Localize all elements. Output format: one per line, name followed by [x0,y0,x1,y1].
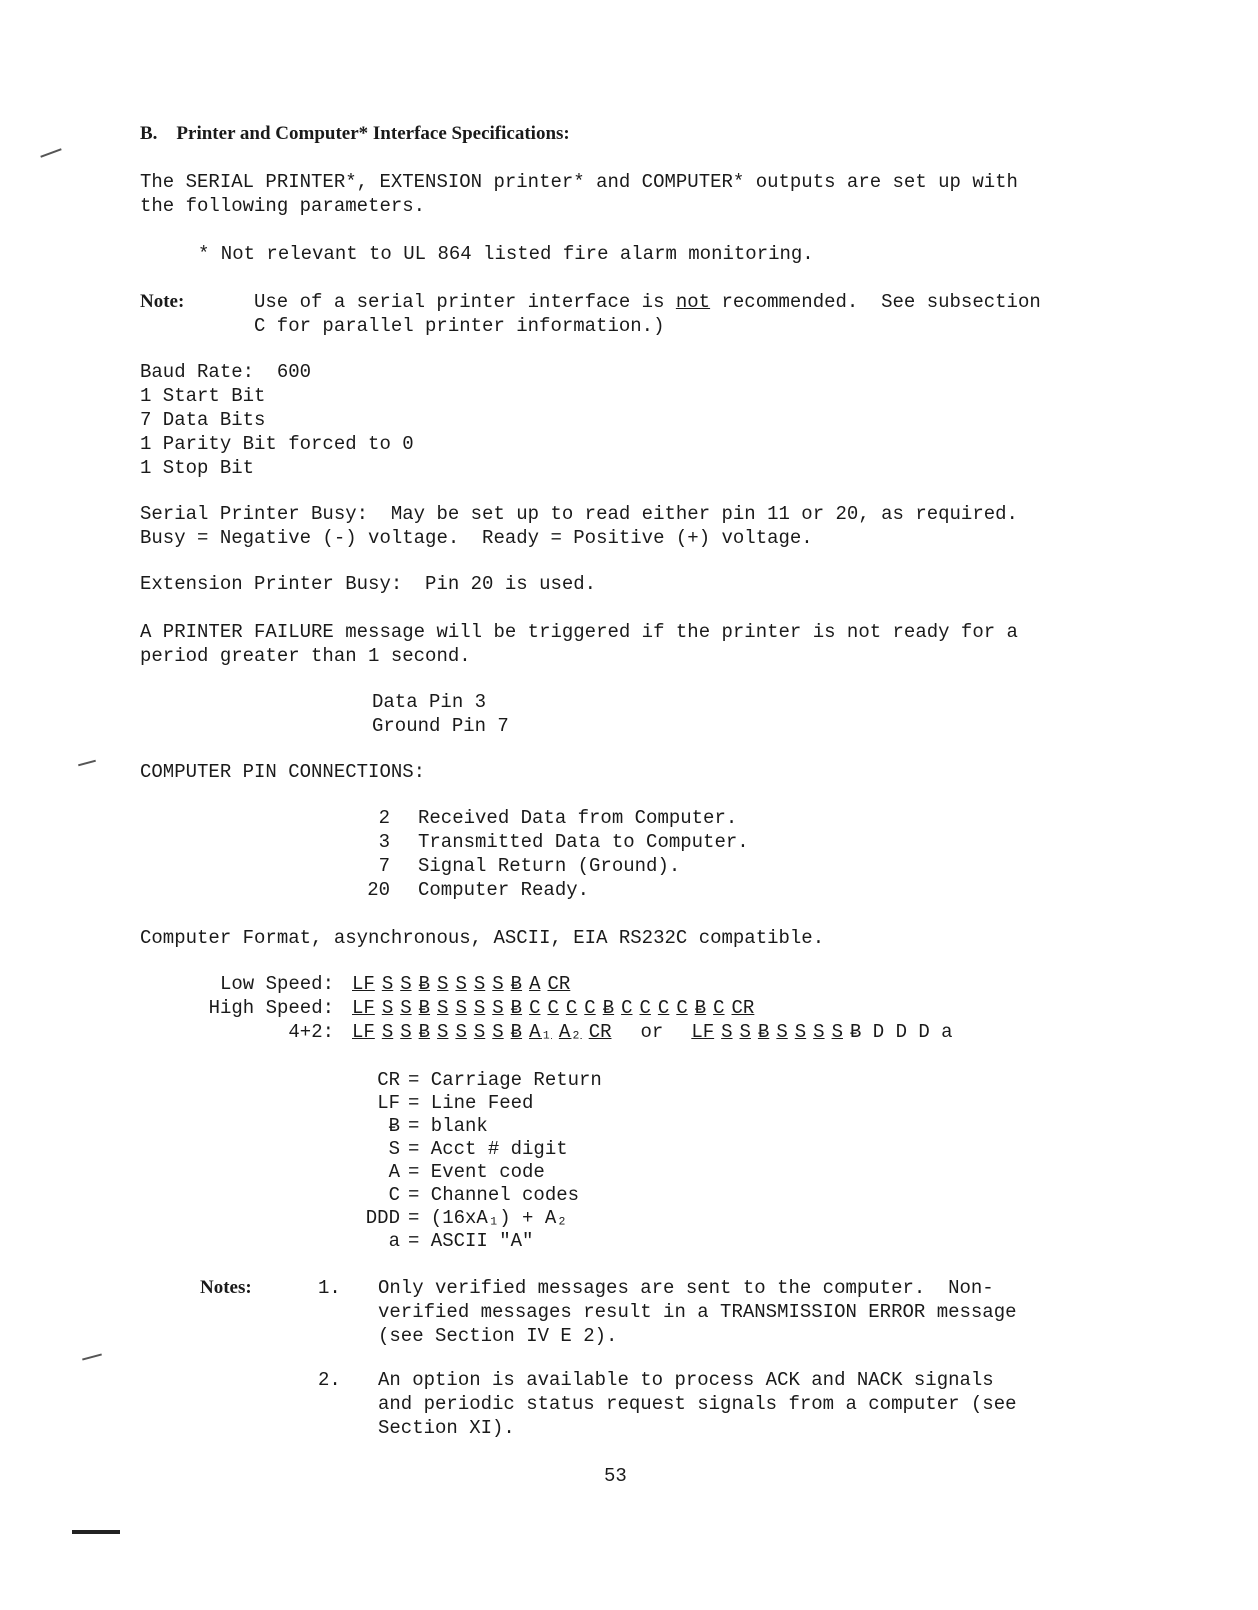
param-line: 7 Data Bits [140,409,266,431]
format-token: Ƀ [510,973,523,995]
legend-definition: = Carriage Return [408,1069,602,1091]
format-token: C [529,997,541,1019]
pin-number: 7 [378,855,390,877]
format-token: S [473,997,486,1019]
legend-symbol: S [388,1138,400,1160]
legend-row [340,1114,488,1138]
format-token: LF [352,1021,375,1043]
legend-definition: = blank [408,1115,488,1137]
format-token: S [437,997,449,1019]
legend-definition: = Line Feed [408,1092,534,1114]
format-token: S [455,1021,467,1043]
format-token: S [473,1021,486,1043]
note-number: 2. [318,1369,341,1391]
format-token: S [400,973,412,995]
note-text: Use of a serial printer interface is [254,291,676,313]
format-token: A₁ [529,1021,552,1043]
failure-text-line: period greater than 1 second. [140,645,471,667]
format-label: Low Speed: [219,973,334,995]
format-token: C [565,997,578,1019]
note-label: Note: [140,291,185,312]
footnote: * Not relevant to UL 864 listed fire alarm monitoring. [198,243,814,265]
note-line: Only verified messages are sent to the computer. Non- [378,1277,994,1299]
printer-pin-line: Ground Pin 7 [372,715,509,737]
legend-symbol: Ƀ [388,1115,400,1137]
computer-pin-row [330,806,737,830]
pin-number: 3 [378,831,390,853]
legend-symbol: CR [377,1069,400,1091]
format-token: S [400,997,412,1019]
format-token: Ƀ [602,997,615,1019]
format-token: C [547,997,559,1019]
pin-number: 2 [378,807,390,829]
format-token: A₂ [558,1021,582,1043]
legend-definition: = Acct # digit [408,1138,568,1160]
format-token: S [400,1021,412,1043]
scan-mark [40,148,61,157]
legend-row [340,1091,533,1115]
intro-text-line: The SERIAL PRINTER*, EXTENSION printer* and COMPUTER* outputs are set up with [140,171,1018,193]
legend-symbol: a [388,1230,400,1252]
pin-description: Received Data from Computer. [418,807,738,829]
computer-pin-row [330,854,680,878]
pin-description: Transmitted Data to Computer. [418,831,749,853]
note-text: recommended. See subsection [710,291,1041,313]
legend-row [340,1229,533,1253]
format-token: CR [731,997,755,1019]
format-tail: Ƀ D D D a [849,1021,953,1043]
format-token: Ƀ [510,997,523,1019]
pin-description: Computer Ready. [418,879,590,901]
format-token: C [584,997,596,1019]
format-token: C [676,997,688,1019]
computer-pin-row [330,830,749,854]
format-token: S [492,1021,504,1043]
format-token: Ƀ [510,1021,523,1043]
format-token: C [621,997,633,1019]
format-token: S [776,1021,788,1043]
note-text-line [254,290,1041,314]
format-token: S [739,1021,751,1043]
format-token: A [529,973,541,995]
format-token: Ƀ [418,1021,431,1043]
format-token: LF [691,1021,715,1043]
format-sequence [352,1020,960,1044]
param-line: 1 Stop Bit [140,457,255,479]
format-token: Ƀ [694,997,707,1019]
intro-text-line: the following parameters. [140,195,426,217]
pin-number: 20 [367,879,390,901]
scan-mark [82,1353,102,1360]
format-token: S [473,973,486,995]
computer-pin-row [330,878,589,902]
format-token: CR [547,973,571,995]
format-token: S [455,997,467,1019]
legend-symbol: DDD [365,1207,400,1229]
busy-text-line: Serial Printer Busy: May be set up to read either pin 11 or 20, as required. [140,503,1018,525]
param-line: Baud Rate: 600 [140,361,312,383]
legend-symbol: C [388,1184,400,1206]
legend-symbol: LF [377,1092,400,1114]
extension-busy-text: Extension Printer Busy: Pin 20 is used. [140,573,597,595]
format-sequence [352,996,761,1020]
legend-definition: = Channel codes [408,1184,580,1206]
format-sequence [352,972,577,996]
note-line: verified messages result in a TRANSMISSION ERROR message [378,1301,1017,1323]
format-token: S [831,1021,843,1043]
legend-definition: = Event code [408,1161,545,1183]
legend-row [340,1206,568,1230]
note-number: 1. [318,1277,341,1299]
format-token: S [381,997,394,1019]
param-line: 1 Start Bit [140,385,266,407]
scan-mark [78,760,96,767]
failure-text-line: A PRINTER FAILURE message will be triggered if the printer is not ready for a [140,621,1018,643]
legend-row [340,1068,602,1092]
format-token: C [657,997,670,1019]
format-token: C [639,997,651,1019]
computer-pins-heading: COMPUTER PIN CONNECTIONS: [140,761,426,783]
section-heading: B. Printer and Computer* Interface Specifications: [140,123,570,144]
format-token: Ƀ [757,1021,770,1043]
note-emphasis: not [675,291,711,313]
format-token: S [721,1021,733,1043]
note-text-line: C for parallel printer information.) [254,315,665,337]
printer-pin-line: Data Pin 3 [372,691,487,713]
format-token: S [455,973,467,995]
param-line: 1 Parity Bit forced to 0 [140,433,414,455]
legend-definition: = ASCII "A" [408,1230,534,1252]
format-label: 4+2: [288,1021,334,1043]
format-token: LF [352,997,375,1019]
legend-row [340,1160,545,1184]
format-token: S [381,973,394,995]
notes-label: Notes: [200,1277,252,1298]
format-token: LF [352,973,375,995]
note-line: Section XI). [378,1417,515,1439]
format-token: C [713,997,725,1019]
format-token: S [492,997,504,1019]
legend-row [340,1183,579,1207]
format-token: Ƀ [418,973,431,995]
note-line: and periodic status request signals from a computer (see [378,1393,1017,1415]
format-label: High Speed: [208,997,334,1019]
legend-row [340,1137,568,1161]
format-token: CR [588,1021,612,1043]
format-line: Computer Format, asynchronous, ASCII, EIA RS232C compatible. [140,927,825,949]
format-token: S [381,1021,394,1043]
format-or: or [640,1021,664,1043]
format-token: S [437,1021,449,1043]
legend-definition: = (16xA₁) + A₂ [408,1207,568,1229]
legend-symbol: A [388,1161,400,1183]
format-token: S [437,973,449,995]
format-token: S [492,973,504,995]
page-number: 53 [604,1465,627,1487]
format-token: S [794,1021,807,1043]
pin-description: Signal Return (Ground). [418,855,681,877]
scan-mark [72,1530,120,1534]
format-token: S [813,1021,825,1043]
note-line: (see Section IV E 2). [378,1325,618,1347]
format-token: Ƀ [418,997,431,1019]
busy-text-line: Busy = Negative (-) voltage. Ready = Positive (+) voltage. [140,527,813,549]
note-line: An option is available to process ACK and NACK signals [378,1369,994,1391]
